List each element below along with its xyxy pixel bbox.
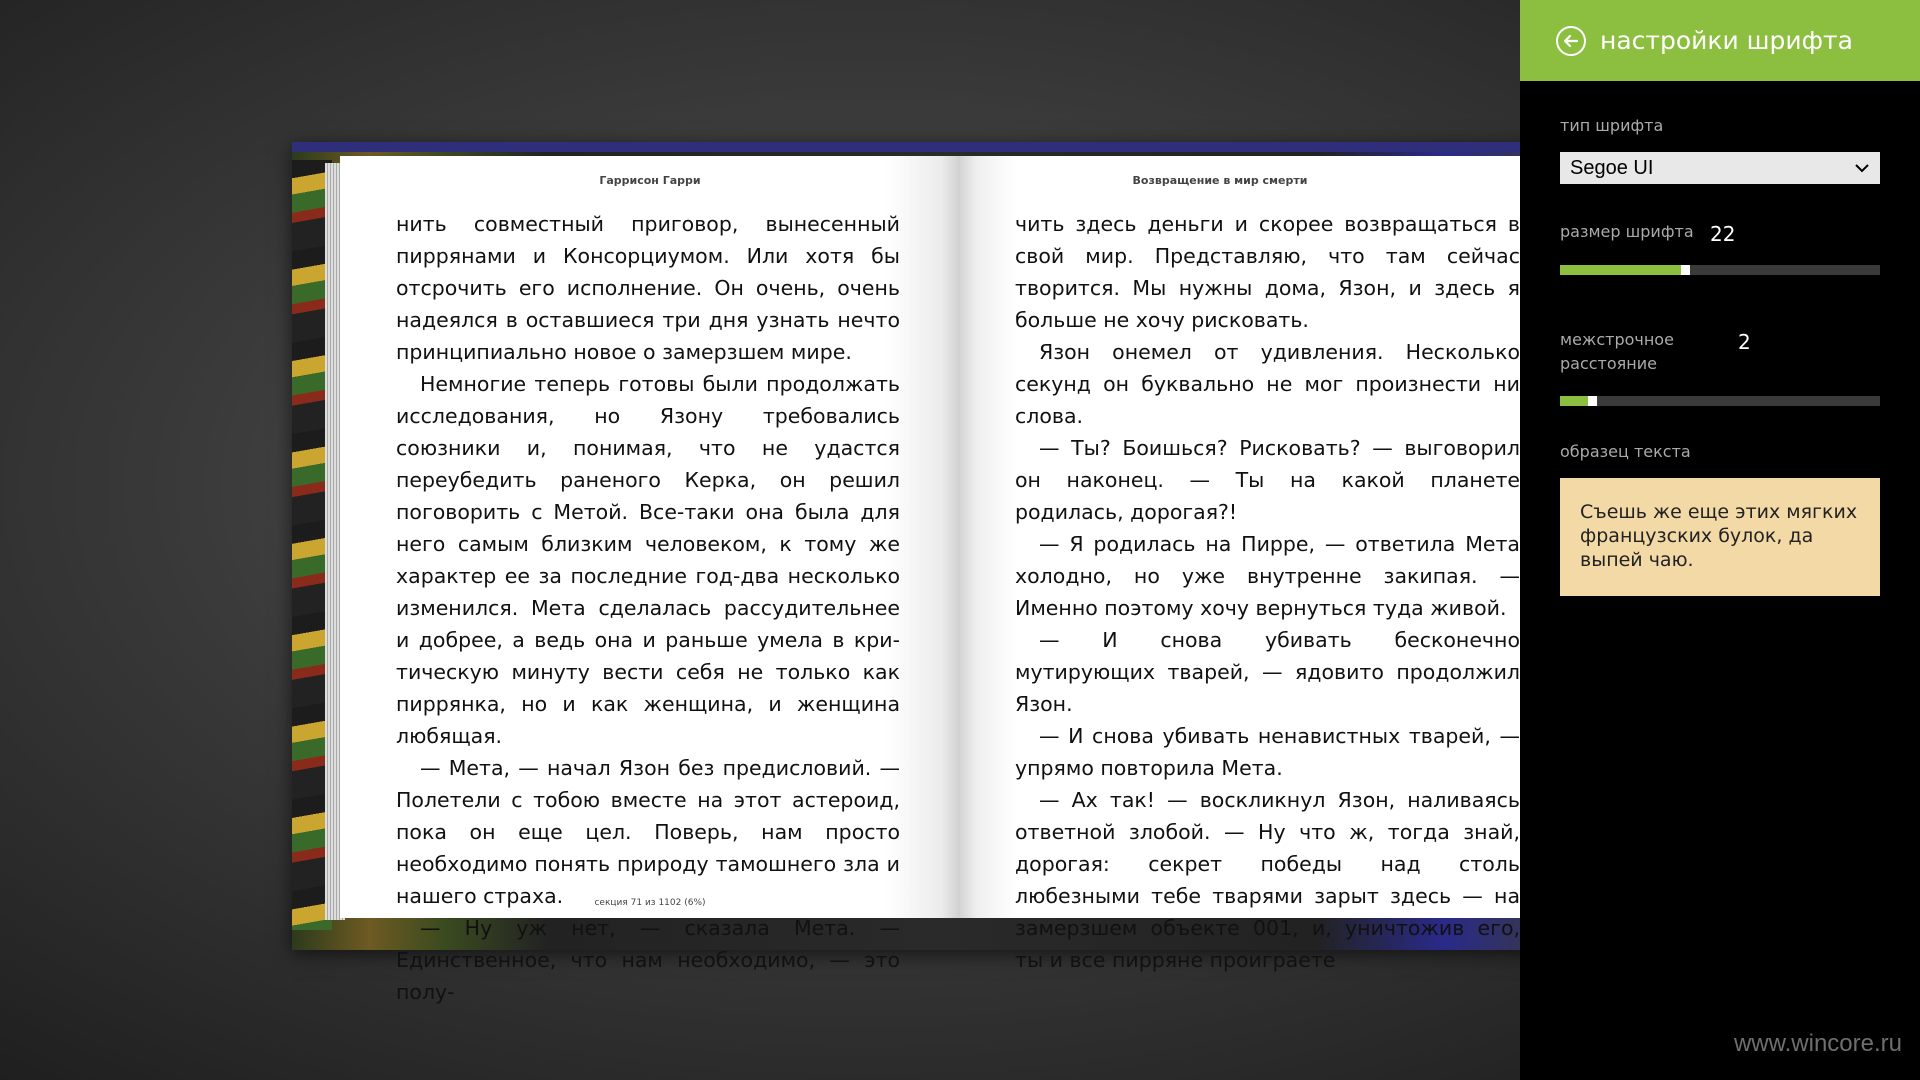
font-size-slider[interactable]: [1560, 265, 1880, 275]
font-type-select[interactable]: [1560, 152, 1880, 184]
right-page-text: [1015, 208, 1520, 976]
back-arrow-icon: [1562, 32, 1580, 50]
font-size-value: 22: [1710, 222, 1736, 246]
font-size-label: размер шрифта: [1560, 222, 1694, 241]
paragraph: чить здесь деньги и скорее возвращаться в свой мир. Представляю, что там сейчас творится. Мы нужны дома, Язон, и здесь я больше не хочу рисковать.: [1015, 212, 1520, 332]
paragraph: — Я родилась на Пирре, — ответила Мета холодно, но уже внутренне закипая. — Именно поэтому хочу вернуться туда живой.: [1015, 532, 1520, 620]
left-page[interactable]: [340, 156, 960, 1004]
paragraph: нить совместный приговор, вынесенный пиррянами и Консорциумом. Или хотя бы отсрочить его исполнение. Он очень, очень надеялся в оставшиеся три дня узнать нечто принципиально новое о замерзшем мире.: [396, 212, 900, 364]
left-page-header: Гаррисон Гарри: [599, 174, 701, 187]
line-spacing-slider-thumb[interactable]: [1588, 396, 1597, 406]
font-type-value: Segoe UI: [1570, 156, 1654, 179]
right-page[interactable]: [960, 156, 1520, 972]
panel-header: [1520, 0, 1920, 81]
line-spacing-value: 2: [1738, 330, 1751, 354]
left-page-text: [396, 208, 900, 1008]
page-position-footer: секция 71 из 1102 (6%): [594, 898, 706, 908]
panel-title: настройки шрифта: [1600, 26, 1853, 55]
paragraph: — И снова убивать бесконечно мутирующих тварей, — ядовито продолжил Язон.: [1015, 628, 1520, 716]
font-type-label: тип шрифта: [1560, 116, 1664, 135]
line-spacing-slider[interactable]: [1560, 396, 1880, 406]
paragraph: — Ты? Боишься? Рисковать? — выговорил он наконец. — Ты на какой планете родилась, дорогая?!: [1015, 436, 1520, 524]
watermark: www.wincore.ru: [1733, 1030, 1902, 1057]
line-spacing-label: межстрочное расстояние: [1560, 330, 1674, 373]
font-size-slider-thumb[interactable]: [1681, 265, 1690, 275]
sample-text-box: Съешь же еще этих мягких французских булок, да выпей чаю.: [1560, 478, 1880, 596]
paragraph: Язон онемел от удивления. Несколько секунд он буквально не мог произнести ни слова.: [1015, 340, 1520, 428]
paragraph: Немногие теперь готовы были продолжать исследования, но Язону требовались союзники и, понимая, что не удастся переубедить раненого Керка, он решил поговорить с Метой. Все-таки она была для него самым близким человеком, к тому же характер ее за последние год-два несколько изменился. Мета сделалась рассудительнее и добрее, а ведь она и раньше умела в критическую минуту вести себя не только как пиррянка, но и как женщина, и женщина любящая.: [396, 372, 900, 748]
font-settings-panel: [1520, 0, 1920, 1080]
paragraph: — Ну уж нет, — сказала Мета. — Единственное, что нам необходимо, — это полу-: [396, 916, 900, 1004]
chevron-down-icon: [1854, 163, 1870, 173]
back-button[interactable]: [1556, 26, 1586, 56]
font-size-slider-fill: [1560, 265, 1685, 275]
paragraph: — Мета, — начал Язон без предисловий. — Полетели с тобою вместе на этот астероид, пока он еще цел. Поверь, нам просто необходимо понять природу тамошнего зла и нашего страха.: [396, 756, 900, 908]
paragraph: — И снова убивать ненавистных тварей, — упрямо повторила Мета.: [1015, 724, 1520, 780]
sample-text-label: образец текста: [1560, 442, 1691, 461]
paragraph: — Ах так! — воскликнул Язон, наливаясь ответной злобой. — Ну что ж, тогда знай, дорогая: секрет победы над столь любезными тебе тварями зарыт здесь — на замерзшем объекте 001, и, уничтожив его, ты и все пирряне проиграете: [1015, 788, 1520, 972]
right-page-header: Возвращение в мир смерти: [1132, 174, 1308, 187]
